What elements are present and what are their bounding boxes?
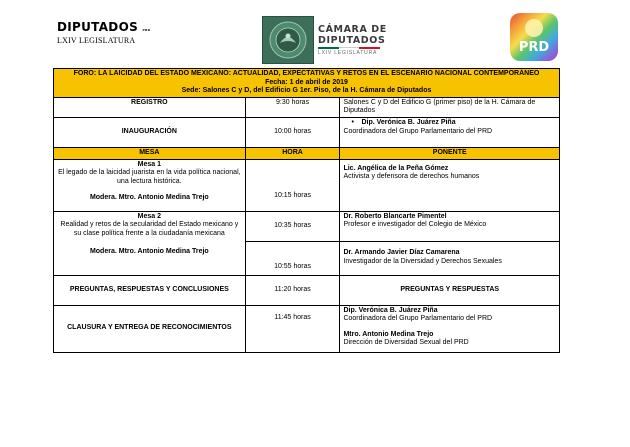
table-row-clausura <box>54 305 560 352</box>
table-row-registro <box>54 97 560 117</box>
preguntas-time: 11:20 horas <box>245 275 340 305</box>
diputados-prd-logo <box>57 20 150 45</box>
col-header-hora: HORA <box>245 147 340 159</box>
col-header-ponente: PONENTE <box>340 147 560 159</box>
clausura-label: CLAUSURA Y ENTREGA DE RECONOCIMIENTOS <box>54 305 246 352</box>
forum-venue: Sede: Salones C y D, del Edificio G 1er. Piso, de la H. Cámara de Diputados <box>181 87 432 95</box>
mesa2-topic: Realidad y retos de la secularidad del Estado mexicano y su clase política frente a la ciudadanía mexicana <box>60 221 239 237</box>
table-row-preguntas <box>54 275 560 305</box>
document-header <box>0 0 630 66</box>
mesa2-moderator: Modera. Mtro. Antonio Medina Trejo <box>89 248 209 256</box>
preguntas-ponente: PREGUNTAS Y RESPUESTAS <box>340 275 560 305</box>
forum-header-row <box>54 69 560 98</box>
mexico-seal-icon <box>262 16 314 64</box>
column-header-row <box>54 147 560 159</box>
sun-icon <box>525 19 543 37</box>
table-row-mesa2-a <box>54 211 560 241</box>
inauguracion-speaker: • Dip. Verónica B. Juárez Piña <box>343 119 556 128</box>
registro-place: Salones C y D del Edificio G (primer piso) de la H. Cámara de Diputados <box>340 97 560 117</box>
mesa1-moderator: Modera. Mtro. Antonio Medina Trejo <box>89 194 209 202</box>
mesa2-time1: 10:35 horas <box>245 211 340 241</box>
col-header-mesa: MESA <box>54 147 246 159</box>
clausura-role2: Dirección de Diversidad Sexual del PRD <box>343 339 469 347</box>
table-row-inauguracion <box>54 117 560 147</box>
registro-time: 9:30 horas <box>245 97 340 117</box>
clausura-speaker1: Dip. Verónica B. Juárez Piña <box>343 306 438 314</box>
inauguracion-time: 10:00 horas <box>245 117 340 147</box>
mesa2-title: Mesa 2 <box>137 212 161 220</box>
mesa2-role2: Investigador de la Diversidad y Derechos Sexuales <box>343 258 502 266</box>
forum-title: FORO: LA LAICIDAD DEL ESTADO MEXICANO: ACTUALIDAD, EXPECTATIVAS Y RETOS EN EL ESCENARIO NACIONAL CONTEMPORÁNEO <box>73 70 540 77</box>
mesa1-role: Activista y defensora de derechos humanos <box>343 173 480 181</box>
mesa2-role1: Profesor e investigador del Colegio de México <box>343 221 487 229</box>
inauguracion-role: Coordinadora del Grupo Parlamentario del PRD <box>343 127 493 135</box>
prd-logo-text: PRD <box>518 40 550 55</box>
flag-stripe <box>318 47 380 49</box>
clausura-speaker2: Mtro. Antonio Medina Trejo <box>343 330 434 338</box>
camara-line2: DIPUTADOS <box>318 35 386 46</box>
camara-diputados-logo <box>318 24 387 56</box>
mesa2-speaker1: Dr. Roberto Blancarte Pimentel <box>343 212 447 220</box>
mesa2-speaker2: Dr. Armando Javier Díaz Camarena <box>343 249 460 257</box>
table-row-mesa1 <box>54 159 560 211</box>
mesa2-time2: 10:55 horas <box>245 241 340 275</box>
forum-date: Fecha: 1 de abril de 2019 <box>265 78 348 86</box>
diputados-wordmark: DIPUTADOS <box>57 20 139 34</box>
clausura-role1: Coordinadora del Grupo Parlamentario del PRD <box>343 315 493 323</box>
mesa1-time: 10:15 horas <box>245 159 340 211</box>
registro-label: REGISTRO <box>54 97 246 117</box>
clausura-time: 11:45 horas <box>245 305 340 352</box>
diputados-small-text: PRD <box>142 28 151 32</box>
mesa1-topic: El legado de la laicidad juarista en la vida política nacional, una lectura histórica. <box>58 169 241 185</box>
camara-legislatura: LXIV LEGISLATURA <box>318 50 378 56</box>
prd-rainbow-logo <box>510 13 558 61</box>
mesa1-title: Mesa 1 <box>137 160 161 168</box>
inauguracion-label: INAUGURACIÓN <box>54 117 246 147</box>
agenda-table <box>53 68 560 353</box>
mesa1-speaker: Lic. Angélica de la Peña Gómez <box>343 164 449 172</box>
camara-line1: CÁMARA DE <box>318 24 387 35</box>
preguntas-label: PREGUNTAS, RESPUESTAS Y CONCLUSIONES <box>54 275 246 305</box>
legislatura-label: LXIV LEGISLATURA <box>57 36 136 45</box>
